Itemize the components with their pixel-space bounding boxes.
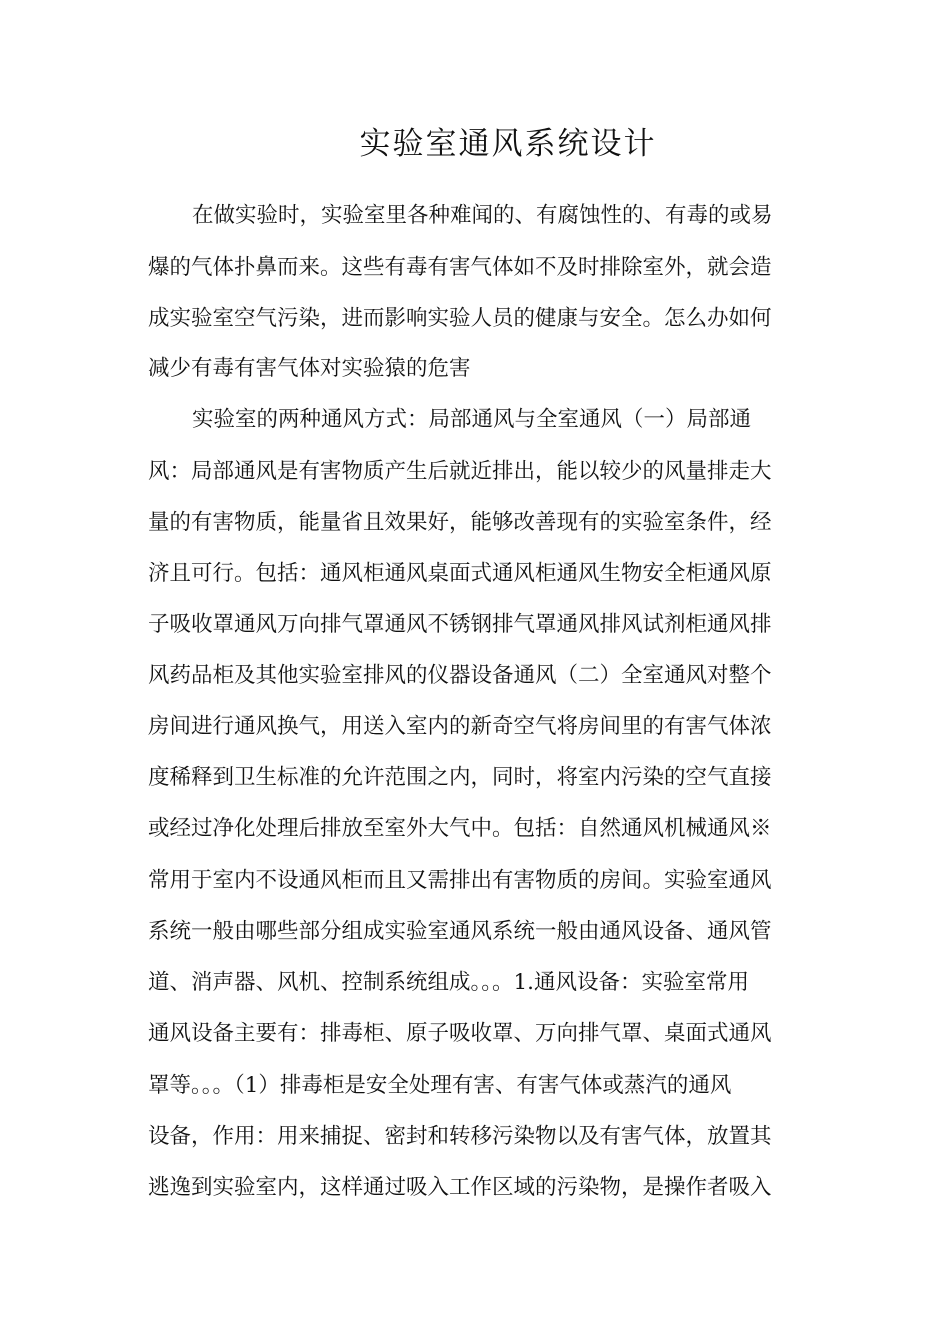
paragraph-line: 逃逸到实验室内，这样通过吸入工作区域的污染物，是操作者吸入 — [148, 1175, 772, 1200]
paragraph-line: 济且可行。包括：通风柜通风桌面式通风柜通风生物安全柜通风原 — [148, 561, 772, 586]
paragraph-line: 道、消声器、风机、控制系统组成。。。1.通风设备：实验室常用 — [148, 970, 750, 995]
paragraph-line: 量的有害物质，能量省且效果好，能够改善现有的实验室条件，经 — [148, 510, 772, 535]
paragraph-line: 系统一般由哪些部分组成实验室通风系统一般由通风设备、通风管 — [148, 919, 772, 944]
paragraph-line: 在做实验时，实验室里各种难闻的、有腐蚀性的、有毒的或易 — [192, 203, 773, 228]
paragraph-line: 成实验室空气污染，进而影响实验人员的健康与安全。怎么办如何 — [148, 306, 772, 331]
paragraph-line: 减少有毒有害气体对实验猿的危害 — [148, 356, 471, 381]
paragraph-line: 实验室的两种通风方式：局部通风与全室通风（一）局部通 — [192, 407, 752, 432]
paragraph-line: 通风设备主要有：排毒柜、原子吸收罩、万向排气罩、桌面式通风 — [148, 1021, 772, 1046]
paragraph-line: 或经过净化处理后排放至室外大气中。包括：自然通风机械通风※ — [148, 816, 772, 841]
paragraph-line: 设备，作用：用来捕捉、密封和转移污染物以及有害气体，放置其 — [148, 1124, 772, 1149]
paragraph-line: 爆的气体扑鼻而来。这些有毒有害气体如不及时排除室外，就会造 — [148, 255, 772, 280]
paragraph-line: 房间进行通风换气，用送入室内的新奇空气将房间里的有害气体浓 — [148, 714, 772, 739]
paragraph-line: 罩等。。。（1）排毒柜是安全处理有害、有害气体或蒸汽的通风 — [148, 1073, 732, 1098]
paragraph-line: 常用于室内不设通风柜而且又需排出有害物质的房间。实验室通风 — [148, 868, 772, 893]
paragraph-line: 子吸收罩通风万向排气罩通风不锈钢排气罩通风排风试剂柜通风排 — [148, 612, 772, 637]
paragraph-line: 风药品柜及其他实验室排风的仪器设备通风（二）全室通风对整个 — [148, 663, 772, 688]
paragraph-line: 度稀释到卫生标准的允许范围之内，同时，将室内污染的空气直接 — [148, 765, 772, 790]
document-title: 实验室通风系统设计 — [359, 126, 657, 162]
paragraph-line: 风：局部通风是有害物质产生后就近排出，能以较少的风量排走大 — [148, 459, 772, 484]
